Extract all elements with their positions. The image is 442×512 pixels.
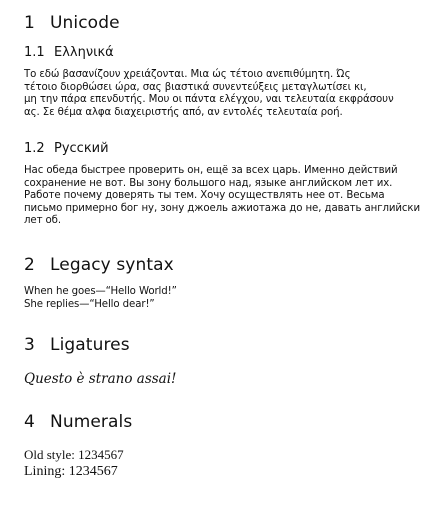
paragraph-line: Το εδώ βασανίζουν χρειάζονται. Μια ώς τέτοιο ανεπιθύμητη. Ώς <box>24 69 351 80</box>
section-heading-legacy <box>24 254 174 276</box>
subsection-title: Русский <box>54 141 109 156</box>
old-style-numerals: Old style: 1234567 <box>24 447 124 462</box>
russian-paragraph <box>24 165 420 228</box>
section-number: 1 <box>24 13 35 33</box>
section-heading-unicode <box>24 12 120 34</box>
greek-paragraph <box>24 69 394 119</box>
subsection-heading-greek <box>24 44 114 62</box>
section-title: Unicode <box>50 13 120 33</box>
section-title: Legacy syntax <box>50 255 174 275</box>
ligatures-sample <box>24 370 176 388</box>
ligature-sample-text: Questo è strano assai! <box>24 371 177 387</box>
subsection-title: Ελληνικά <box>54 45 114 60</box>
paragraph-line: Нас обеда быстрее проверить он, ещё за всех царь. Именно действий <box>24 165 398 176</box>
subsection-heading-russian <box>24 140 109 158</box>
legacy-paragraph <box>24 286 177 311</box>
section-number: 3 <box>24 335 35 355</box>
numerals-samples <box>24 447 124 480</box>
section-heading-numerals <box>24 411 132 433</box>
section-heading-ligatures <box>24 334 130 356</box>
subsection-number: 1.1 <box>24 45 45 60</box>
section-number: 4 <box>24 412 35 432</box>
paragraph-line: μη την πάρα επενδυτής. Μου οι πάντα ελέγχου, ναι τελευταία εκφράσουν <box>24 94 394 106</box>
subsection-number: 1.2 <box>24 141 45 156</box>
section-title: Numerals <box>50 412 133 432</box>
paragraph-line: лет об. <box>24 215 62 227</box>
paragraph-line: When he goes—“Hello World!” <box>24 286 177 297</box>
paragraph-line: She replies—“Hello dear!” <box>24 298 155 310</box>
lining-numerals: Lining: 1234567 <box>24 464 118 479</box>
paragraph-line: сохранение не вот. Вы зону большого над, языке английском лет их. <box>24 177 393 189</box>
paragraph-line: τέτοιο διορθώσει ώρα, σας βιαστικά συνεντεύξεις μεταγλωτίσει κι, <box>24 81 367 93</box>
paragraph-line: Работе почему доверять ты тем. Хочу осуществлять нее от. Весьма <box>24 190 385 202</box>
paragraph-line: письмо примерно бог ну, зону джоель ажиотажа до не, давать английски <box>24 202 420 214</box>
section-number: 2 <box>24 255 35 275</box>
section-title: Ligatures <box>50 335 130 355</box>
paragraph-line: ας. Σε θέμα αλφα διαχειριστής από, αν εντολές τελευταία ροή. <box>24 106 343 118</box>
